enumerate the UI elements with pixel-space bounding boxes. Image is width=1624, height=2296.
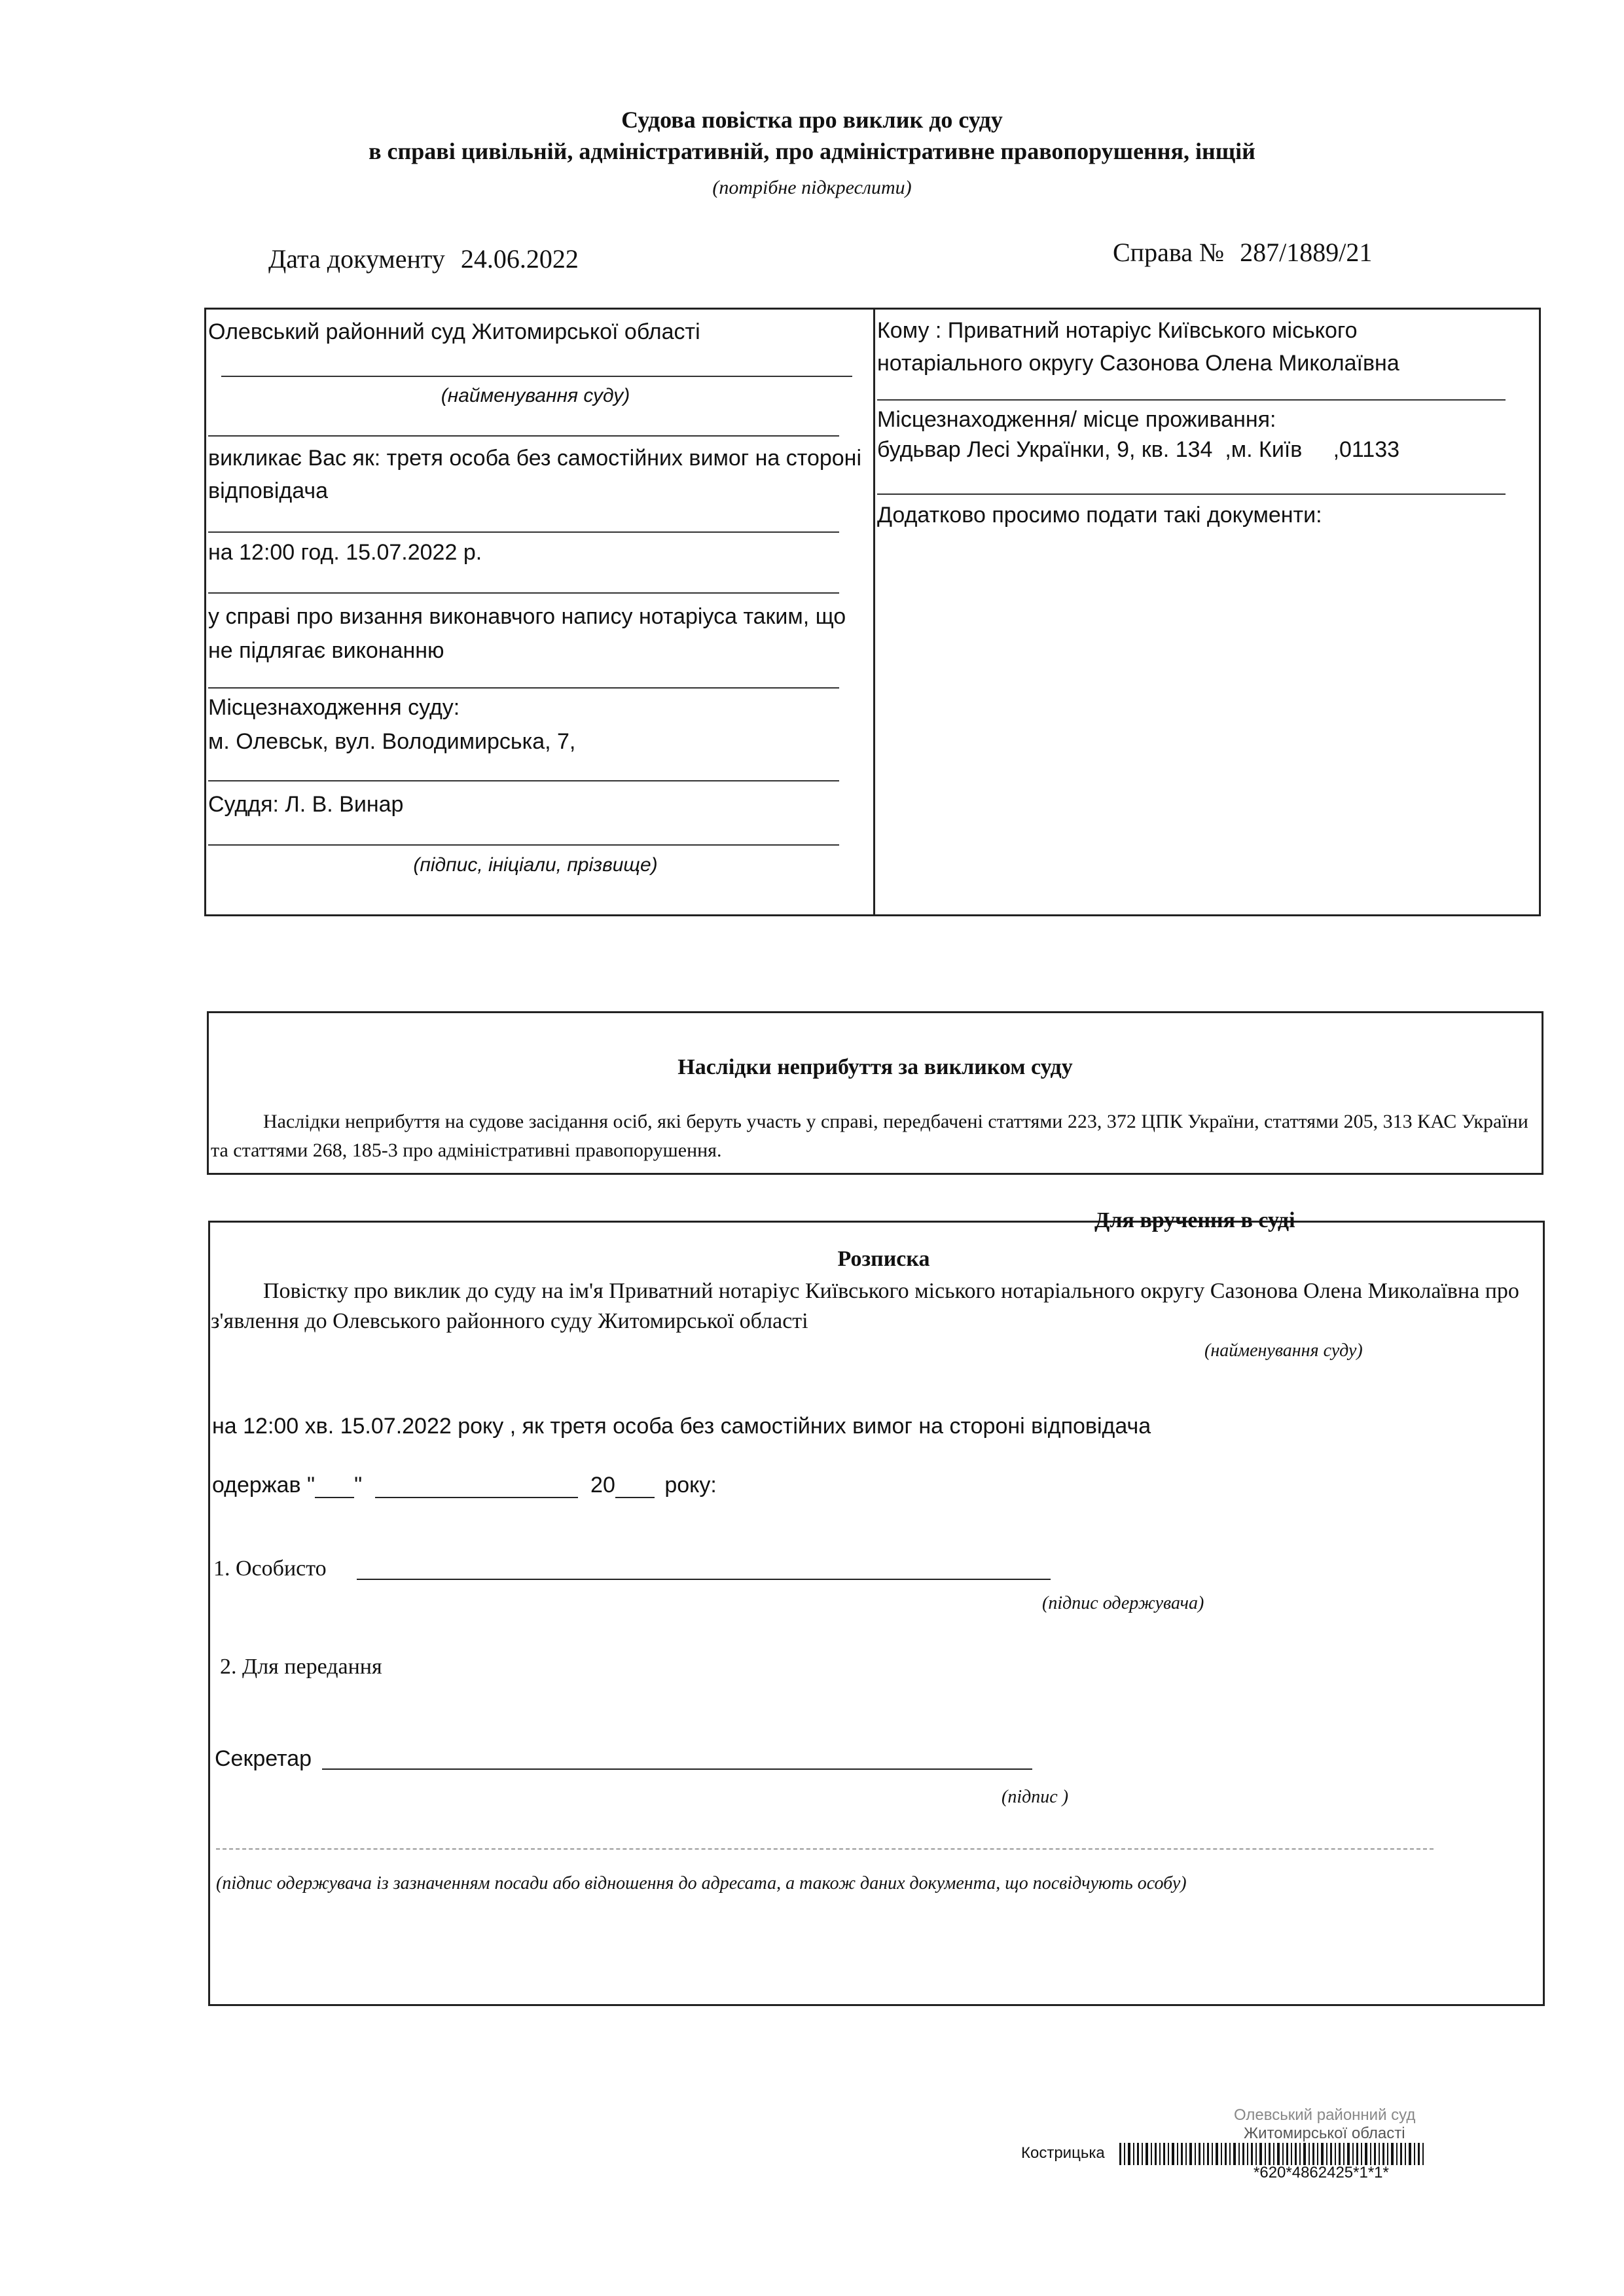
divider bbox=[208, 531, 839, 533]
date-label: Дата документу bbox=[268, 244, 445, 274]
case-value: 287/1889/21 bbox=[1240, 238, 1373, 267]
divider bbox=[221, 376, 852, 377]
court-location-label: Місцезнаходження суду: bbox=[208, 695, 460, 720]
barcode-code: *620*4862425*1*1* bbox=[1254, 2164, 1389, 2181]
residence-label: Місцезнаходження/ місце проживання: bbox=[877, 407, 1276, 432]
divider bbox=[877, 493, 1506, 495]
case-label: Справа № bbox=[1113, 238, 1225, 267]
receipt-intro: Повістку про виклик до суду на ім'я Приватний нотаріус Київського міського нотаріального округу Сазонова Олена Миколаївна про з'явлення до Олевського районного суду Житомирської області bbox=[211, 1279, 1519, 1333]
year-field[interactable] bbox=[615, 1475, 655, 1498]
received-line bbox=[212, 1473, 717, 1498]
stamp-court-line2: Житомирської області bbox=[1244, 2125, 1405, 2142]
judge-name: Суддя: Л. В. Винар bbox=[208, 792, 404, 817]
personally-label: 1. Особисто bbox=[213, 1556, 327, 1581]
hearing-time: на 12:00 год. 15.07.2022 р. bbox=[208, 540, 482, 565]
divider bbox=[208, 780, 839, 781]
signature-caption: (підпис ) bbox=[1001, 1787, 1069, 1807]
secretary-label: Секретар bbox=[215, 1746, 312, 1771]
divider bbox=[208, 592, 839, 594]
divider bbox=[208, 687, 839, 689]
summons-role: викликає Вас як: третя особа без самостійних вимог на стороні відповідача bbox=[208, 446, 862, 503]
receipt-footer-caption: (підпис одержувача із зазначенням посади або відношення до адресата, а також даних документа, що посвідчують особу) bbox=[216, 1873, 1187, 1893]
personally-signature-line[interactable] bbox=[357, 1579, 1051, 1580]
court-name: Олевський районний суд Житомирської області bbox=[208, 319, 700, 344]
divider bbox=[208, 844, 839, 846]
case-subject: у справі про визання виконавчого напису нотаріуса таким, що не підлягає виконанню bbox=[208, 604, 846, 663]
document-title: Судова повістка про виклик до суду bbox=[621, 107, 1003, 133]
consequences-title: Наслідки неприбуття за викликом суду bbox=[677, 1055, 1073, 1079]
date-value: 24.06.2022 bbox=[460, 244, 579, 274]
received-suffix: року: bbox=[664, 1473, 717, 1498]
court-location: м. Олевськ, вул. Володимирська, 7, bbox=[208, 729, 576, 754]
receipt-title: Розписка bbox=[837, 1247, 930, 1271]
transfer-label: 2. Для передання bbox=[220, 1655, 382, 1679]
document-subtitle: в справі цивільній, адміністративній, про адміністративне правопорушення, інщій bbox=[369, 138, 1255, 164]
residence-address: будьвар Лесі Українки, 9, кв. 134 ,м. Київ ,01133 bbox=[877, 437, 1400, 462]
divider bbox=[877, 399, 1506, 401]
judge-caption: (підпис, ініціали, прізвище) bbox=[413, 854, 658, 876]
column-divider bbox=[873, 309, 875, 915]
recipient: Кому : Приватний нотаріус Київського міського нотаріального округу Сазонова Олена Миколаївна bbox=[877, 318, 1399, 376]
receipt-time-line: на 12:00 хв. 15.07.2022 року , як третя особа без самостійних вимог на стороні відповідача bbox=[212, 1414, 1151, 1439]
received-prefix: одержав " bbox=[212, 1473, 316, 1498]
underline-note: (потрібне підкреслити) bbox=[712, 177, 912, 198]
divider bbox=[216, 1848, 1434, 1850]
receipt-court-caption: (найменування суду) bbox=[1204, 1340, 1363, 1361]
court-name-caption: (найменування суду) bbox=[441, 385, 630, 406]
day-field[interactable] bbox=[315, 1475, 354, 1498]
document-date bbox=[268, 243, 579, 274]
consequences-text: Наслідки неприбуття на судове засідання осіб, які беруть участь у справі, передбачені статтями 223, 372 ЦПК України, статтями 205, 313 КАС України та статтями 268, 185-3 про адміністративні правопорушення. bbox=[211, 1111, 1528, 1161]
month-field[interactable] bbox=[375, 1475, 578, 1498]
received-quote: " bbox=[354, 1473, 363, 1498]
received-year: 20 bbox=[590, 1473, 615, 1498]
court-delivery-label: Для вручення в суді bbox=[1094, 1208, 1295, 1232]
divider bbox=[208, 435, 839, 437]
recipient-signature-caption: (підпис одержувача) bbox=[1042, 1593, 1204, 1613]
clerk-name: Кострицька bbox=[1021, 2144, 1105, 2162]
case-number bbox=[1113, 237, 1372, 268]
additional-documents: Додатково просимо подати такі документи: bbox=[877, 503, 1322, 528]
barcode bbox=[1119, 2143, 1551, 2165]
secretary-signature-line[interactable] bbox=[322, 1768, 1032, 1770]
stamp-court-line1: Олевський районний суд bbox=[1234, 2106, 1416, 2124]
